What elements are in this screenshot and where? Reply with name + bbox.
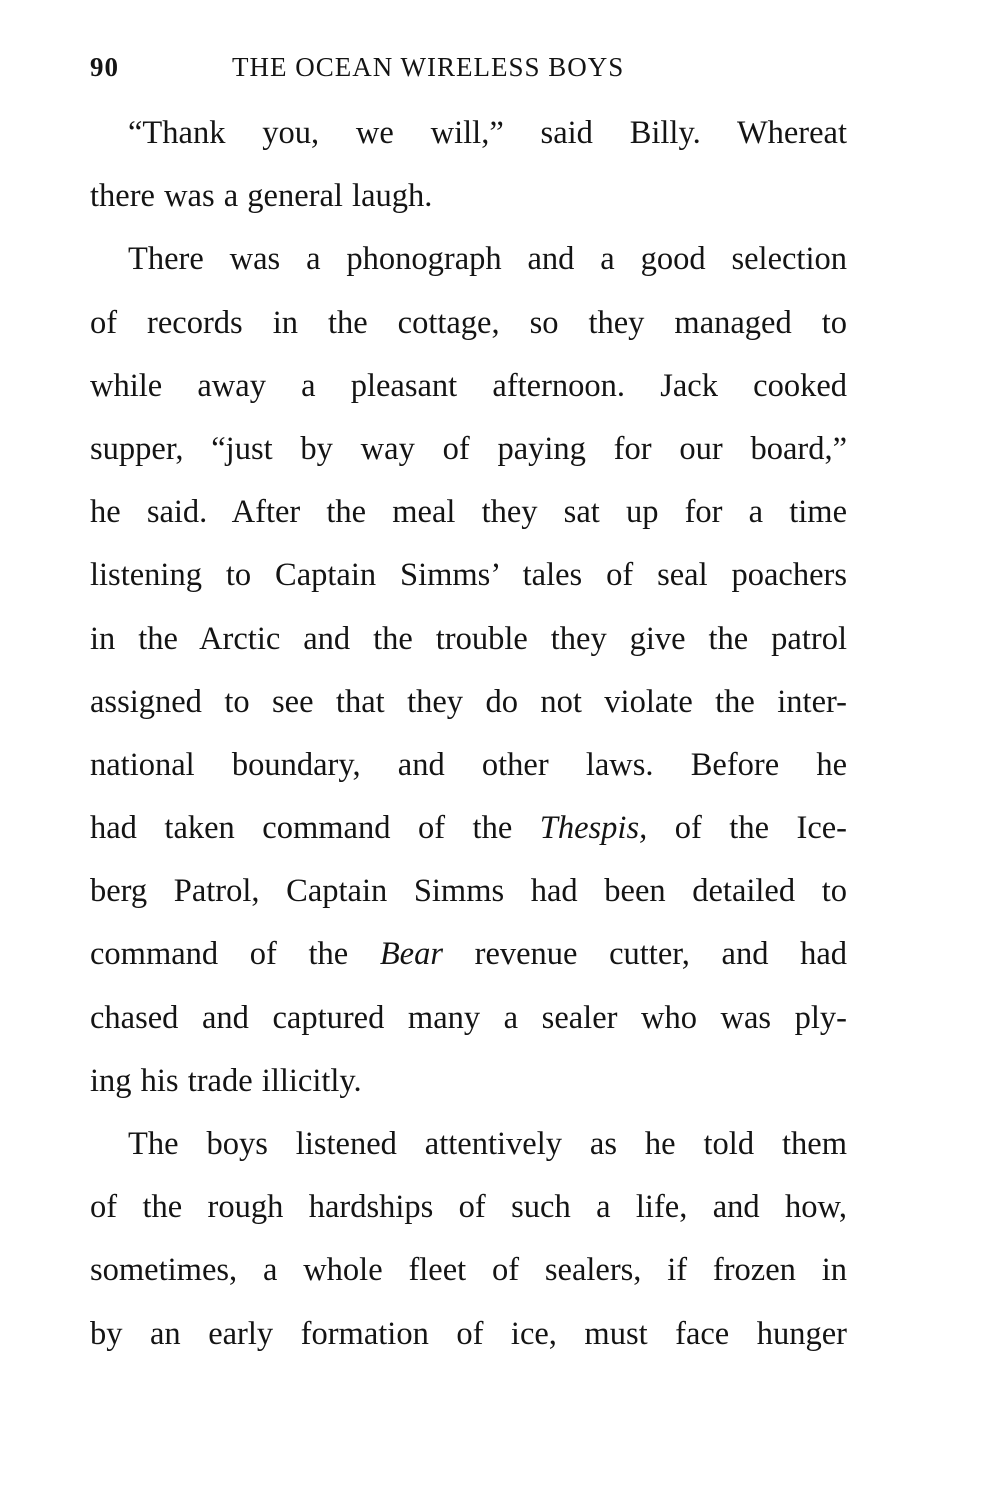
- text-span: had taken command of the: [90, 810, 540, 847]
- text-line: national boundary, and other laws. Before he: [90, 746, 847, 783]
- body-text: [90, 102, 847, 1366]
- text-line: The boys listened attentively as he told them: [128, 1126, 847, 1162]
- text-line: of records in the cottage, so they managed to: [90, 304, 847, 341]
- text-line: supper, “just by way of paying for our board,”: [90, 430, 847, 467]
- italic-text: Thespis,: [539, 810, 648, 847]
- text-line: listening to Captain Simms’ tales of seal poachers: [90, 557, 847, 594]
- text-line: of the rough hardships of such a life, and how,: [90, 1189, 847, 1226]
- text-line: there was a general laugh.: [90, 178, 433, 215]
- text-line: while away a pleasant afternoon. Jack cooked: [90, 367, 847, 404]
- text-span: revenue cutter, and had: [443, 936, 847, 973]
- text-line: chased and captured many a sealer who was ply-: [90, 999, 847, 1036]
- running-head: [90, 52, 850, 92]
- text-line: berg Patrol, Captain Simms had been detailed to: [90, 873, 847, 910]
- text-line: sometimes, a whole fleet of sealers, if frozen in: [90, 1252, 847, 1289]
- italic-text: Bear: [379, 936, 443, 973]
- text-line: [90, 797, 847, 860]
- text-line: ing his trade illicitly.: [90, 1062, 362, 1099]
- text-line: in the Arctic and the trouble they give the patrol: [90, 620, 847, 657]
- text-span: of the Ice-: [647, 810, 847, 847]
- text-line: “Thank you, we will,” said Billy. Whereat: [128, 115, 847, 151]
- text-line: he said. After the meal they sat up for a time: [90, 494, 847, 531]
- text-line: [90, 923, 847, 986]
- text-span: command of the: [90, 936, 380, 973]
- text-line: by an early formation of ice, must face hunger: [90, 1315, 847, 1352]
- text-line: There was a phonograph and a good selection: [128, 241, 847, 278]
- page-number: 90: [90, 52, 119, 82]
- book-title: THE OCEAN WIRELESS BOYS: [232, 52, 625, 82]
- text-line: assigned to see that they do not violate the inter-: [90, 683, 847, 720]
